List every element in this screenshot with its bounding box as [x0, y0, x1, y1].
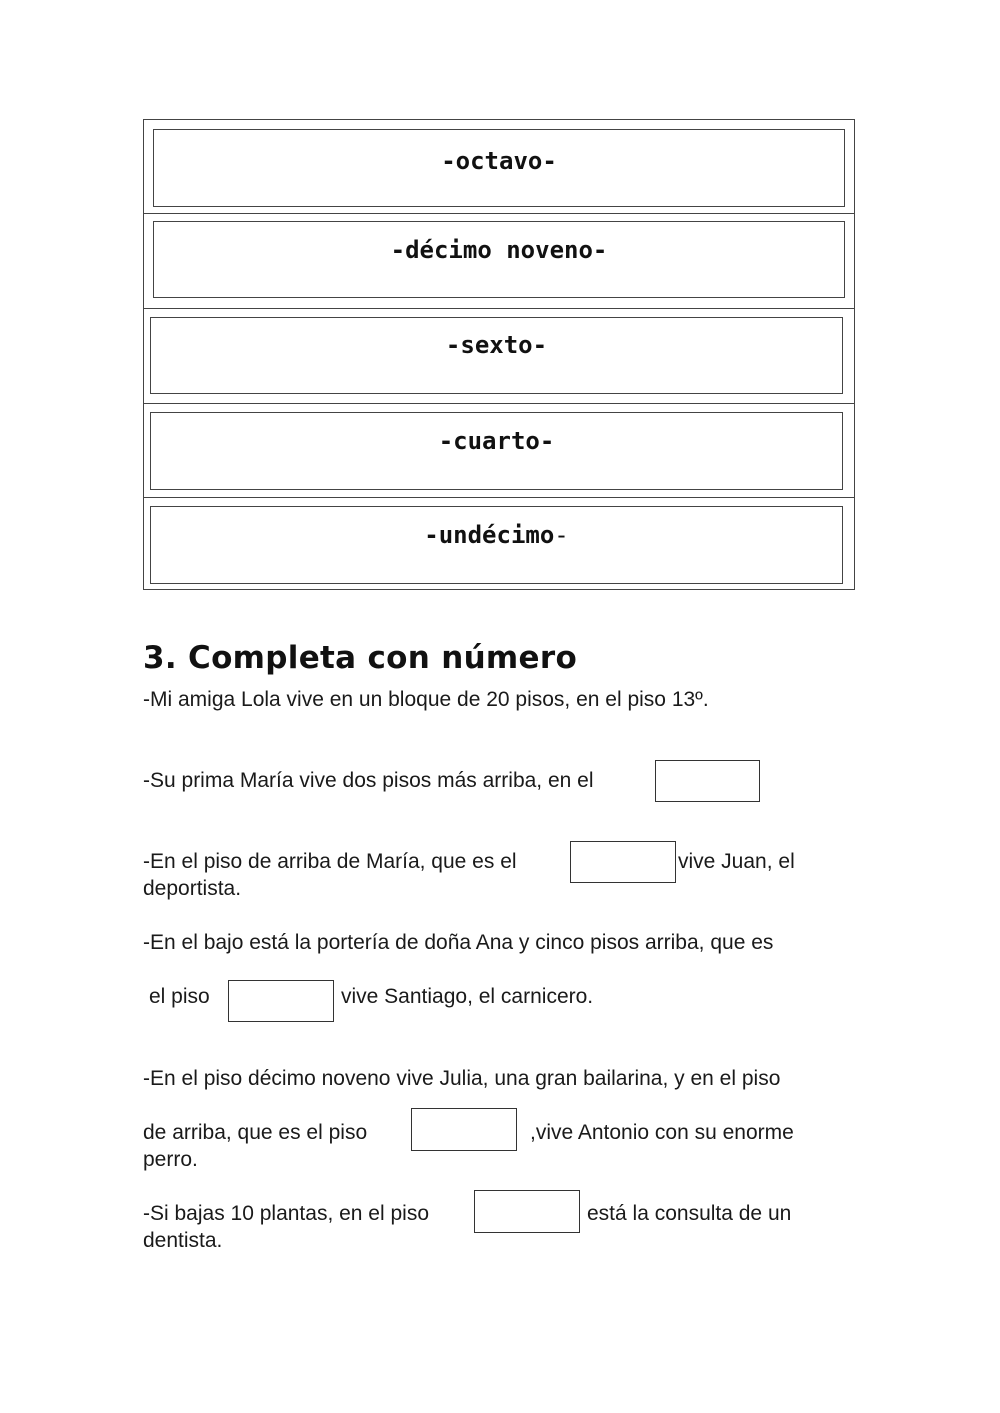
- row-divider: [144, 213, 854, 214]
- ordinal-word: -sexto-: [445, 331, 548, 359]
- ordinal-word: -décimo noveno-: [390, 236, 608, 264]
- sentence-4-cont: perro.: [143, 1148, 198, 1171]
- sentence-2: -En el piso de arriba de María, que es el: [143, 850, 517, 873]
- ordinal-word-dash: -: [554, 521, 569, 549]
- ordinal-card-octavo[interactable]: [153, 129, 845, 207]
- ordinal-card-sexto[interactable]: [150, 317, 843, 394]
- sentence-4-before: de arriba, que es el piso: [143, 1121, 368, 1144]
- sentence-2-cont: deportista.: [143, 877, 242, 900]
- ordinal-word: -undécimo: [424, 521, 555, 549]
- row-divider: [144, 497, 854, 498]
- sentence-5: -Si bajas 10 plantas, en el piso: [143, 1202, 430, 1225]
- answer-blank-4[interactable]: [411, 1108, 517, 1151]
- answer-blank-1[interactable]: [655, 760, 760, 802]
- sentence-4-after: ,vive Antonio con su enorme: [530, 1121, 794, 1144]
- ordinal-card-undecimo[interactable]: [150, 506, 843, 584]
- ordinal-word: -cuarto-: [438, 427, 555, 455]
- sentence-5-cont: dentista.: [143, 1229, 223, 1252]
- ordinal-card-decimo-noveno[interactable]: [153, 221, 845, 298]
- answer-blank-2[interactable]: [570, 841, 676, 883]
- ordinal-card-cuarto[interactable]: [150, 412, 843, 490]
- sentence-3: -En el bajo está la portería de doña Ana y cinco pisos arriba, que es: [143, 931, 774, 954]
- section-title: 3. Completa con número: [143, 640, 578, 676]
- answer-blank-3[interactable]: [228, 980, 334, 1022]
- sentence-5-after: está la consulta de un: [587, 1202, 792, 1225]
- sentence-2-after: vive Juan, el: [678, 850, 795, 873]
- intro-sentence: -Mi amiga Lola vive en un bloque de 20 pisos, en el piso 13º.: [143, 688, 709, 711]
- sentence-4: -En el piso décimo noveno vive Julia, una gran bailarina, y en el piso: [143, 1067, 781, 1090]
- ordinal-word: -octavo-: [441, 147, 557, 175]
- row-divider: [144, 403, 854, 404]
- row-divider: [144, 308, 854, 309]
- sentence-3-before: el piso: [149, 985, 210, 1008]
- sentence-3-after: vive Santiago, el carnicero.: [341, 985, 594, 1008]
- answer-blank-5[interactable]: [474, 1190, 580, 1233]
- sentence-1: -Su prima María vive dos pisos más arriba, en el: [143, 769, 594, 792]
